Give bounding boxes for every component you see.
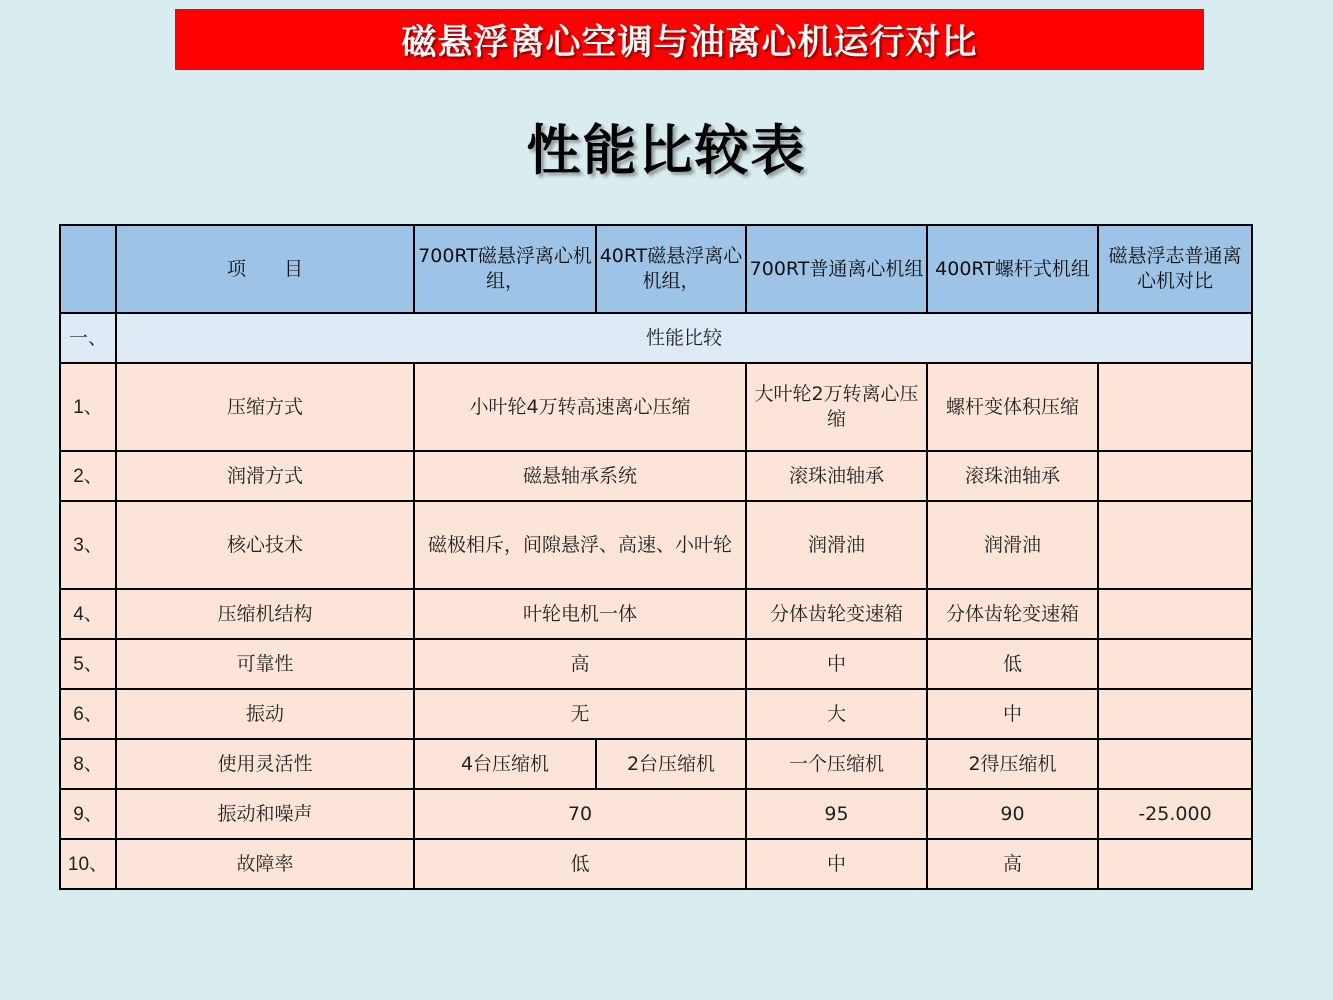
header-700rt-normal: 700RT普通离心机组 [746,225,927,313]
page-title: 性能比较表 [526,119,807,182]
row-normal-value: 滚珠油轴承 [746,451,927,501]
table-row [60,451,1252,501]
row-maglev-40-value: 2台压缩机 [596,739,746,789]
header-comparison: 磁悬浮志普通离心机对比 [1098,225,1252,313]
row-maglev-value: 70 [414,789,746,839]
section-row [60,313,1252,363]
table-row [60,639,1252,689]
table-row [60,739,1252,789]
row-normal-value: 分体齿轮变速箱 [746,589,927,639]
header-item: 项 目 [116,225,414,313]
row-maglev-value: 高 [414,639,746,689]
row-normal-value: 一个压缩机 [746,739,927,789]
row-compare-value [1098,363,1252,451]
row-index: 6、 [60,689,116,739]
table-row [60,789,1252,839]
row-screw-value: 润滑油 [927,501,1098,589]
row-screw-value: 低 [927,639,1098,689]
row-item: 使用灵活性 [116,739,414,789]
row-item: 润滑方式 [116,451,414,501]
row-maglev-700-value: 4台压缩机 [414,739,596,789]
row-normal-value: 大叶轮2万转离心压缩 [746,363,927,451]
table-header-row [60,225,1252,313]
table-row [60,689,1252,739]
row-index: 10、 [60,839,116,889]
comparison-table [59,224,1253,890]
row-compare-value: -25.000 [1098,789,1252,839]
row-index: 2、 [60,451,116,501]
row-item: 压缩方式 [116,363,414,451]
row-item: 振动 [116,689,414,739]
row-screw-value: 90 [927,789,1098,839]
table-row [60,501,1252,589]
section-index: 一、 [60,313,116,363]
row-index: 3、 [60,501,116,589]
table-row [60,839,1252,889]
row-compare-value [1098,451,1252,501]
row-item: 核心技术 [116,501,414,589]
banner-title: 磁悬浮离心空调与油离心机运行对比 [175,9,1204,70]
row-maglev-value: 叶轮电机一体 [414,589,746,639]
header-400rt-screw: 400RT螺杆式机组 [927,225,1098,313]
row-index: 4、 [60,589,116,639]
row-screw-value: 中 [927,689,1098,739]
row-normal-value: 中 [746,639,927,689]
row-normal-value: 润滑油 [746,501,927,589]
row-normal-value: 大 [746,689,927,739]
row-maglev-value: 磁极相斥，间隙悬浮、高速、小叶轮 [414,501,746,589]
row-item: 故障率 [116,839,414,889]
table-row [60,363,1252,451]
header-index [60,225,116,313]
row-index: 5、 [60,639,116,689]
row-screw-value: 2得压缩机 [927,739,1098,789]
row-index: 8、 [60,739,116,789]
row-compare-value [1098,689,1252,739]
row-item: 压缩机结构 [116,589,414,639]
row-compare-value [1098,589,1252,639]
table-row [60,589,1252,639]
row-maglev-value: 小叶轮4万转高速离心压缩 [414,363,746,451]
row-compare-value [1098,739,1252,789]
header-40rt-maglev: 40RT磁悬浮离心机组， [596,225,746,313]
row-item: 振动和噪声 [116,789,414,839]
row-compare-value [1098,839,1252,889]
row-screw-value: 滚珠油轴承 [927,451,1098,501]
row-compare-value [1098,639,1252,689]
row-normal-value: 95 [746,789,927,839]
row-item: 可靠性 [116,639,414,689]
header-700rt-maglev: 700RT磁悬浮离心机组， [414,225,596,313]
row-screw-value: 螺杆变体积压缩 [927,363,1098,451]
row-normal-value: 中 [746,839,927,889]
row-maglev-value: 磁悬轴承系统 [414,451,746,501]
row-index: 1、 [60,363,116,451]
row-screw-value: 高 [927,839,1098,889]
row-maglev-value: 低 [414,839,746,889]
row-compare-value [1098,501,1252,589]
row-index: 9、 [60,789,116,839]
row-maglev-value: 无 [414,689,746,739]
section-label: 性能比较 [116,313,1252,363]
row-screw-value: 分体齿轮变速箱 [927,589,1098,639]
